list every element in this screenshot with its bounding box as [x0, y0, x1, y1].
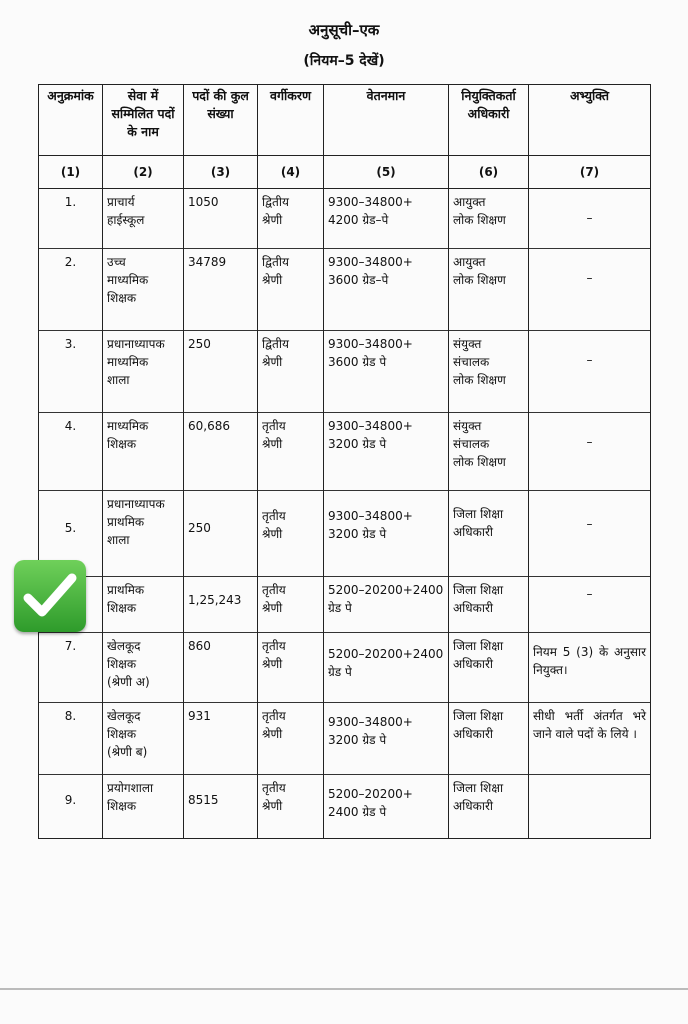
- classification: द्वितीय श्रेणी: [258, 189, 324, 249]
- table-row: [39, 331, 651, 413]
- appointing-authority: आयुक्त लोक शिक्षण: [449, 249, 529, 331]
- remark: –: [529, 249, 651, 331]
- header-cell: वेतनमान: [324, 85, 449, 156]
- post-count: 1,25,243: [184, 577, 258, 633]
- table-row: [39, 577, 651, 633]
- header-cell: अनुक्रमांक: [39, 85, 103, 156]
- post-name: प्राचार्य हाईस्कूल: [103, 189, 184, 249]
- header-cell: पदों की कुल संख्या: [184, 85, 258, 156]
- column-number: (5): [324, 156, 449, 189]
- header-cell: वर्गीकरण: [258, 85, 324, 156]
- table-row: [39, 413, 651, 491]
- post-count: 8515: [184, 775, 258, 839]
- remark: –: [529, 491, 651, 577]
- appointing-authority: जिला शिक्षा अधिकारी: [449, 491, 529, 577]
- appointing-authority: जिला शिक्षा अधिकारी: [449, 775, 529, 839]
- table-row: [39, 775, 651, 839]
- appointing-authority: संयुक्त संचालक लोक शिक्षण: [449, 331, 529, 413]
- post-count: 250: [184, 331, 258, 413]
- post-count: 931: [184, 703, 258, 775]
- schedule-table: [38, 84, 651, 839]
- serial-number: 9.: [39, 775, 103, 839]
- post-name: खेलकूद शिक्षक (श्रेणी अ): [103, 633, 184, 703]
- pay-scale: 5200–20200+2400 ग्रेड पे: [324, 633, 449, 703]
- remark: –: [529, 189, 651, 249]
- remark: –: [529, 577, 651, 633]
- classification: तृतीय श्रेणी: [258, 703, 324, 775]
- column-number-row: [39, 156, 651, 189]
- header-cell: सेवा में सम्मिलित पदों के नाम: [103, 85, 184, 156]
- serial-number: 4.: [39, 413, 103, 491]
- post-count: 250: [184, 491, 258, 577]
- pay-scale: 5200–20200+ 2400 ग्रेड पे: [324, 775, 449, 839]
- post-name: प्रधानाध्यापक माध्यमिक शाला: [103, 331, 184, 413]
- pay-scale: 9300–34800+ 3600 ग्रेड पे: [324, 331, 449, 413]
- table-row: [39, 189, 651, 249]
- table-row: [39, 491, 651, 577]
- post-count: 60,686: [184, 413, 258, 491]
- classification: तृतीय श्रेणी: [258, 633, 324, 703]
- remark: सीधी भर्ती अंतर्गत भरे जाने वाले पदों के लिये ।: [529, 703, 651, 775]
- pay-scale: 9300–34800+ 3200 ग्रेड पे: [324, 703, 449, 775]
- serial-number: 7.: [39, 633, 103, 703]
- post-name: प्रयोगशाला शिक्षक: [103, 775, 184, 839]
- table-row: [39, 703, 651, 775]
- column-number: (7): [529, 156, 651, 189]
- column-number: (4): [258, 156, 324, 189]
- classification: द्वितीय श्रेणी: [258, 331, 324, 413]
- page-subtitle: (नियम–5 देखें): [303, 53, 385, 69]
- pay-scale: 5200–20200+2400 ग्रेड पे: [324, 577, 449, 633]
- page-bottom-rule: [0, 988, 688, 990]
- remark: नियम 5 (3) के अनुसार नियुक्त।: [529, 633, 651, 703]
- header-cell: अभ्युक्ति: [529, 85, 651, 156]
- column-number: (2): [103, 156, 184, 189]
- post-count: 1050: [184, 189, 258, 249]
- remark: –: [529, 413, 651, 491]
- appointing-authority: संयुक्त संचालक लोक शिक्षण: [449, 413, 529, 491]
- classification: तृतीय श्रेणी: [258, 413, 324, 491]
- post-count: 860: [184, 633, 258, 703]
- pay-scale: 9300–34800+ 3600 ग्रेड–पे: [324, 249, 449, 331]
- serial-number: 1.: [39, 189, 103, 249]
- header-row: [39, 85, 651, 156]
- classification: द्वितीय श्रेणी: [258, 249, 324, 331]
- post-count: 34789: [184, 249, 258, 331]
- post-name: माध्यमिक शिक्षक: [103, 413, 184, 491]
- page-title: अनुसूची–एक: [308, 21, 380, 39]
- column-number: (1): [39, 156, 103, 189]
- serial-number: 2.: [39, 249, 103, 331]
- remark: [529, 775, 651, 839]
- column-number: (6): [449, 156, 529, 189]
- header-cell: नियुक्तिकर्ता अधिकारी: [449, 85, 529, 156]
- post-name: प्रधानाध्यापक प्राथमिक शाला: [103, 491, 184, 577]
- classification: तृतीय श्रेणी: [258, 775, 324, 839]
- appointing-authority: जिला शिक्षा अधिकारी: [449, 633, 529, 703]
- pay-scale: 9300–34800+ 4200 ग्रेड–पे: [324, 189, 449, 249]
- serial-number: 3.: [39, 331, 103, 413]
- remark: –: [529, 331, 651, 413]
- check-mark-icon: [14, 560, 86, 632]
- pay-scale: 9300–34800+ 3200 ग्रेड पे: [324, 413, 449, 491]
- table-row: [39, 249, 651, 331]
- pay-scale: 9300–34800+ 3200 ग्रेड पे: [324, 491, 449, 577]
- post-name: उच्च माध्यमिक शिक्षक: [103, 249, 184, 331]
- appointing-authority: जिला शिक्षा अधिकारी: [449, 703, 529, 775]
- classification: तृतीय श्रेणी: [258, 577, 324, 633]
- serial-number: 8.: [39, 703, 103, 775]
- serial-number: 5.: [39, 491, 103, 577]
- appointing-authority: आयुक्त लोक शिक्षण: [449, 189, 529, 249]
- classification: तृतीय श्रेणी: [258, 491, 324, 577]
- post-name: प्राथमिक शिक्षक: [103, 577, 184, 633]
- appointing-authority: जिला शिक्षा अधिकारी: [449, 577, 529, 633]
- column-number: (3): [184, 156, 258, 189]
- table-row: [39, 633, 651, 703]
- post-name: खेलकूद शिक्षक (श्रेणी ब): [103, 703, 184, 775]
